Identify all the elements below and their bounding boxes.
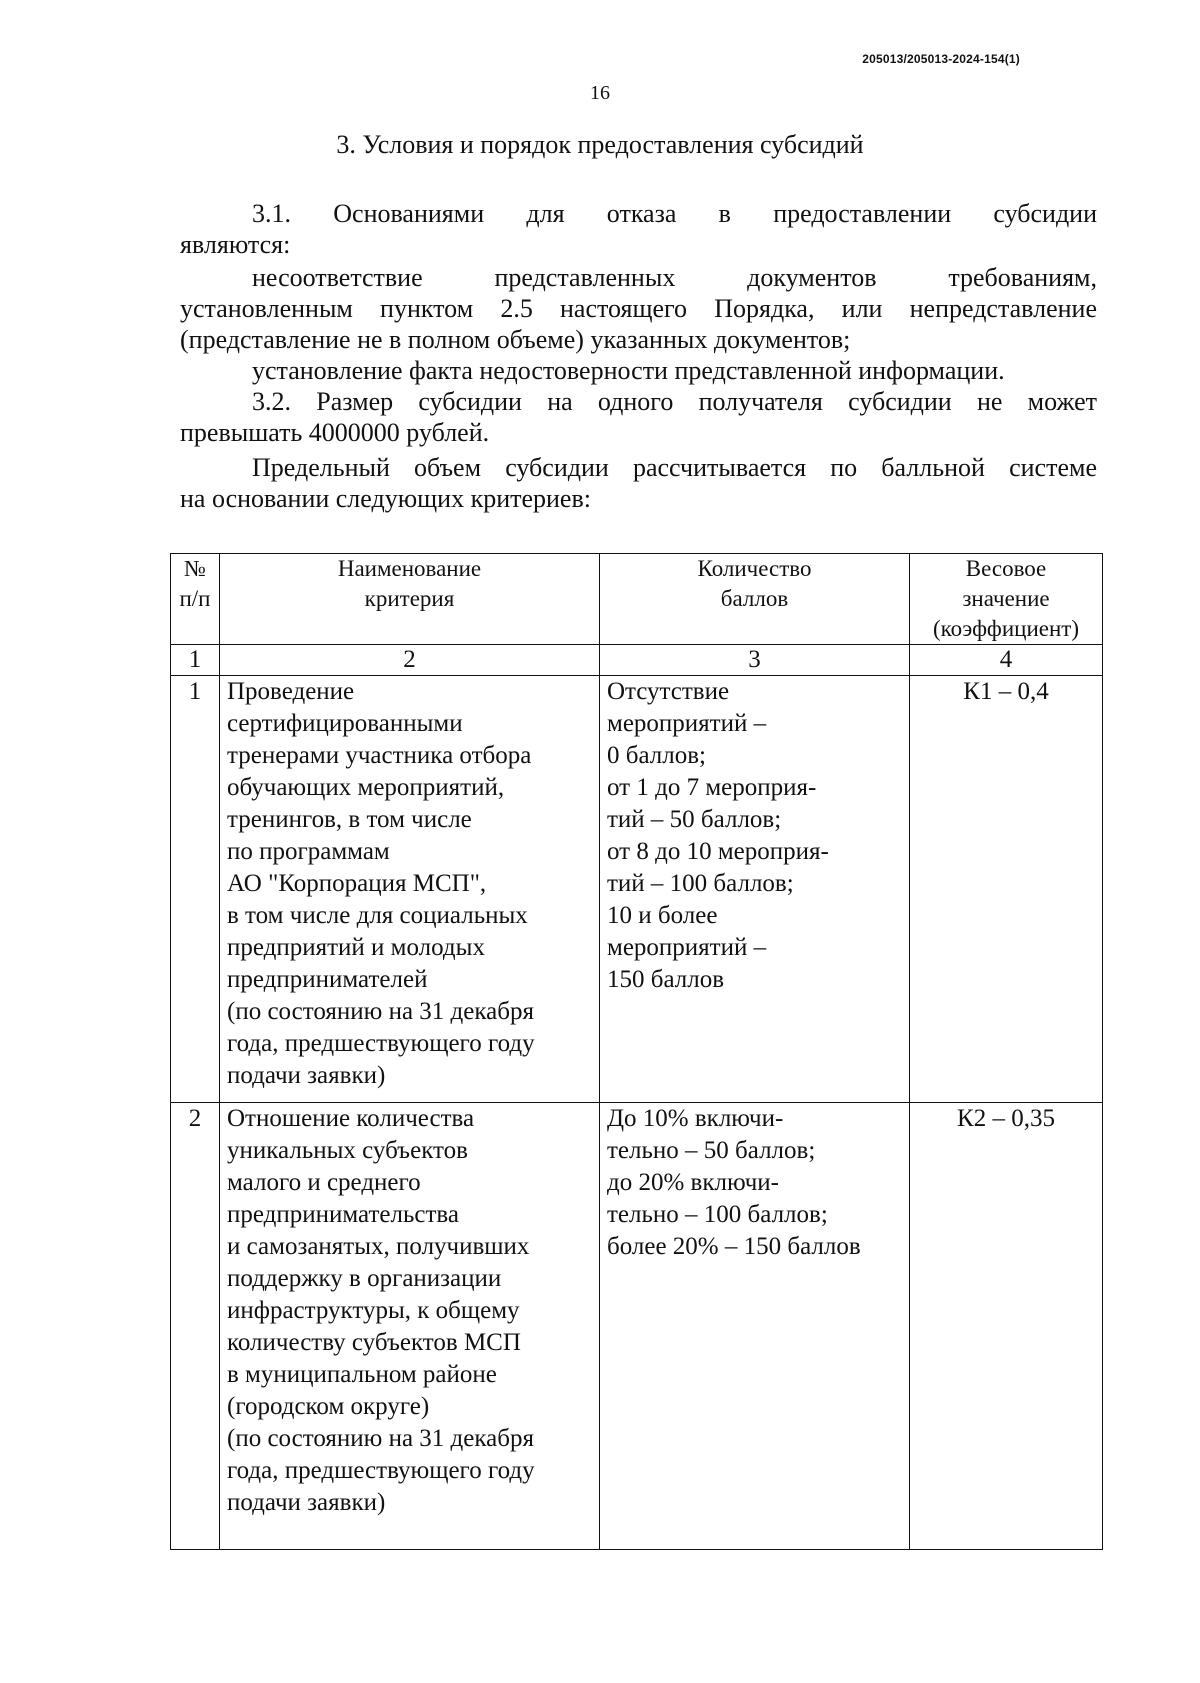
criterion-name-line: тренингов, в том числе bbox=[227, 806, 472, 833]
column-number: 3 bbox=[600, 645, 910, 676]
criterion-name-line: и самозанятых, получивших bbox=[227, 1233, 530, 1260]
header-points-line: баллов bbox=[720, 586, 789, 611]
header-name-line: критерия bbox=[364, 586, 455, 611]
criterion-name-line: малого и среднего bbox=[227, 1169, 421, 1196]
header-weight-line: (коэффициент) bbox=[932, 616, 1079, 641]
p32-line1: 3.2. Размер субсидии на одного получателя субсидии не может bbox=[252, 387, 1097, 416]
header-weight-line: значение bbox=[962, 586, 1050, 611]
criterion-name-line: в муниципальном районе bbox=[227, 1361, 497, 1388]
criterion-name-line: (городском округе) bbox=[227, 1393, 430, 1420]
criterion-points-line: тельно – 50 баллов; bbox=[607, 1137, 816, 1164]
header-points-line: Количество bbox=[697, 556, 812, 581]
ground2-line: установление факта недостоверности представленной информации. bbox=[252, 356, 1005, 385]
criterion-name-line: года, предшествующего году bbox=[227, 1030, 535, 1057]
criterion-points-line: от 8 до 10 мероприя- bbox=[607, 838, 829, 865]
criterion-name-line: в том числе для социальных bbox=[227, 902, 528, 929]
column-number: 4 bbox=[910, 645, 1103, 676]
table-row bbox=[171, 1103, 1103, 1550]
criterion-name-line: инфраструктуры, к общему bbox=[227, 1297, 520, 1324]
criterion-points-line: До 10% включи- bbox=[607, 1105, 784, 1132]
criterion-name-line: поддержку в организации bbox=[227, 1265, 502, 1292]
header-num bbox=[171, 554, 220, 645]
ground1-line3: (представление не в полном объеме) указанных документов; bbox=[180, 325, 851, 354]
criterion-name-line: предпринимательства bbox=[227, 1201, 459, 1228]
column-number: 2 bbox=[220, 645, 600, 676]
header-weight bbox=[910, 554, 1103, 645]
table-row bbox=[171, 676, 1103, 1103]
criterion-weight: К1 – 0,4 bbox=[910, 676, 1103, 1103]
column-number: 1 bbox=[171, 645, 220, 676]
criterion-name-line: АО "Корпорация МСП", bbox=[227, 870, 487, 897]
criterion-points-line: 150 баллов bbox=[607, 966, 725, 993]
header-points bbox=[600, 554, 910, 645]
header-name-line: Наименование bbox=[337, 556, 482, 581]
criterion-name-line: уникальных субъектов bbox=[227, 1137, 468, 1164]
refusal-ground-2 bbox=[180, 355, 1097, 386]
paragraph-3-2 bbox=[180, 386, 1097, 448]
limit-line2: на основании следующих критериев: bbox=[180, 484, 591, 513]
criterion-name-line: сертифицированными bbox=[227, 710, 463, 737]
p31-line2: являются: bbox=[180, 230, 291, 259]
p32-line2: превышать 4000000 рублей. bbox=[180, 418, 490, 447]
criterion-points-line: тельно – 100 баллов; bbox=[607, 1201, 828, 1228]
criterion-name-line: Отношение количества bbox=[227, 1105, 475, 1132]
criterion-name-line: обучающих мероприятий, bbox=[227, 774, 505, 801]
criterion-name-line: предприятий и молодых bbox=[227, 934, 485, 961]
criterion-name-line: тренерами участника отбора bbox=[227, 742, 532, 769]
criterion-name-line: (по состоянию на 31 декабря bbox=[227, 998, 534, 1025]
criterion-points-line: 0 баллов; bbox=[607, 742, 706, 769]
criterion-points-line: от 1 до 7 мероприя- bbox=[607, 774, 817, 801]
criterion-points-line: Отсутствие bbox=[607, 678, 730, 705]
criterion-name-line: подачи заявки) bbox=[227, 1062, 386, 1089]
criterion-points-line: тий – 50 баллов; bbox=[607, 806, 782, 833]
criterion-name-line: года, предшествующего году bbox=[227, 1457, 535, 1484]
criterion-points-line: тий – 100 баллов; bbox=[607, 870, 794, 897]
page-number: 16 bbox=[590, 82, 610, 104]
criterion-points-line: мероприятий – bbox=[607, 934, 767, 961]
header-name bbox=[220, 554, 600, 645]
criterion-name-line: по программам bbox=[227, 838, 390, 865]
header-weight-line: Весовое bbox=[965, 556, 1047, 581]
p31-line1: 3.1. Основаниями для отказа в предоставлении субсидии bbox=[252, 199, 1097, 228]
criterion-name bbox=[220, 1103, 600, 1550]
criterion-name-line: Проведение bbox=[227, 678, 355, 705]
header-num-line: п/п bbox=[179, 586, 211, 611]
criterion-points bbox=[600, 676, 910, 1103]
criterion-name-line: подачи заявки) bbox=[227, 1489, 386, 1516]
criterion-points-line: мероприятий – bbox=[607, 710, 767, 737]
criterion-name bbox=[220, 676, 600, 1103]
row-number: 2 bbox=[171, 1103, 220, 1550]
refusal-ground-1 bbox=[180, 262, 1097, 355]
criterion-name-line: количеству субъектов МСП bbox=[227, 1329, 521, 1356]
criterion-name-line: (по состоянию на 31 декабря bbox=[227, 1425, 534, 1452]
criterion-name-line: предпринимателей bbox=[227, 966, 428, 993]
document-id: 205013/205013-2024-154(1) bbox=[862, 52, 1020, 66]
section-title: 3. Условия и порядок предоставления субсидий bbox=[336, 130, 864, 159]
limit-line1: Предельный объем субсидии рассчитывается по балльной системе bbox=[252, 453, 1097, 482]
criterion-points-line: до 20% включи- bbox=[607, 1169, 779, 1196]
ground1-line1: несоответствие представленных документов требованиям, bbox=[252, 263, 1097, 292]
header-num-line: № bbox=[184, 556, 206, 581]
row-number: 1 bbox=[171, 676, 220, 1103]
criterion-points-line: более 20% – 150 баллов bbox=[607, 1233, 861, 1260]
criterion-weight: К2 – 0,35 bbox=[910, 1103, 1103, 1550]
table-header-row bbox=[171, 554, 1103, 645]
column-number-row bbox=[171, 645, 1103, 676]
paragraph-3-1 bbox=[180, 198, 1097, 260]
paragraph-limit bbox=[180, 452, 1097, 514]
criteria-table bbox=[170, 553, 1103, 1550]
ground1-line2: установленным пунктом 2.5 настоящего Порядка, или непредставление bbox=[180, 294, 1097, 323]
criterion-points bbox=[600, 1103, 910, 1550]
criterion-points-line: 10 и более bbox=[607, 902, 718, 929]
